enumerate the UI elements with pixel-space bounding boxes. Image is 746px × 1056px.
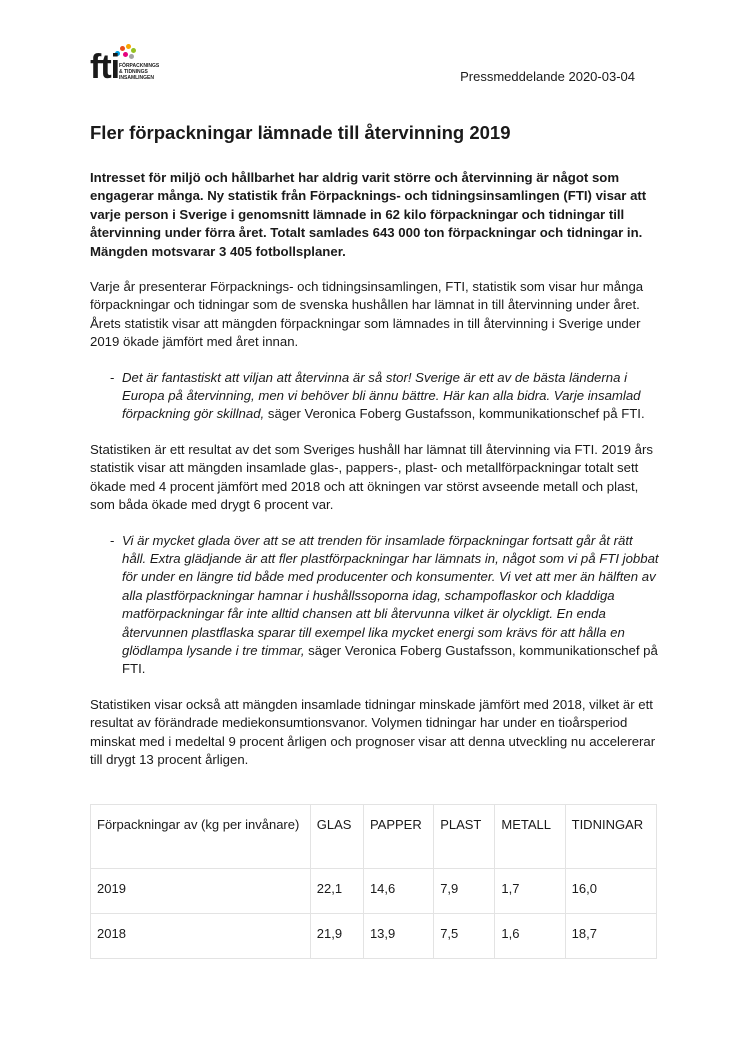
table-cell: 2019 [91,869,311,914]
quote-dash: - [110,369,115,385]
logo-dot [123,52,128,57]
table-cell: 14,6 [363,869,433,914]
table-cell: 21,9 [310,914,363,959]
table-cell: 1,6 [495,914,565,959]
logo-dot [129,54,134,59]
quote-text: Vi är mycket glada över att se att trenden för insamlade förpackningar fortsatt går åt rätt håll. Extra glädjande är att fler plastförpackningar har lämnats in, något som vi på FTI jobbat för under en längre tid både med producenter och konsumenter. Vi vet att mer än hälften av alla plastförpackningar hamnar i hushållssoporna idag, schampoflaskor och kladdiga matförpackningar får inte alltid chansen att bli återvunna vilket är olyckligt. En enda återvunnen plastflaska sparar till exempel lika mycket energi som krävs för att hålla en glödlampa lysande i tre timmar, [122,532,659,658]
table-cell: 1,7 [495,869,565,914]
table-cell: 16,0 [565,869,656,914]
quote-block [90,532,660,679]
table-header-cell: PLAST [434,805,495,869]
logo-dot [120,46,125,51]
article-paragraph: Statistiken visar också att mängden insamlade tidningar minskade jämfört med 2018, vilket är ett resultat av förändrade mediekonsumtionsvanor. Volymen tidningar har under en tioårsperiod minskat med i medeltal 9 procent årligen och prognoser visar att denna utveckling nu accelererar till drygt 13 procent årligen. [90,696,656,767]
article-paragraph: Statistiken är ett resultat av det som Sveriges hushåll har lämnat till återvinning via FTI. 2019 års statistik visar att mängden insamlade glas-, pappers-, plast- och metallförpackningar totalt sett ökade med 4 procent jämfört med 2018 och att ökningen var störst avseende metall och plast, som båda ökade med drygt 6 procent var. [90,441,653,513]
article-lead: Intresset för miljö och hållbarhet har aldrig varit större och återvinning är något som engagerar många. Ny statistik från Förpacknings- och tidningsinsamlingen (FTI) visar att varje person i Sverige i genomsnitt lämnade in 62 kilo förpackningar och tidningar till återvinning under förra året. Totalt samlades 643 000 ton förpackningar och tidningar in. Mängden motsvarar 3 405 fotbollsplaner. [90,170,647,259]
logo-dot [126,44,131,49]
table-header-cell: GLAS [310,805,363,869]
table-cell: 7,5 [434,914,495,959]
table-cell: 2018 [91,914,311,959]
quote-attribution: säger Veronica Foberg Gustafsson, kommunikationschef på FTI. [264,406,645,422]
logo-wordmark: fti [90,48,120,86]
table-header-cell: Förpackningar av (kg per invånare) [91,805,311,869]
article-body [90,169,660,786]
table-header-row [91,805,657,869]
table-header-cell: TIDNINGAR [565,805,656,869]
statistics-table [90,804,657,959]
press-release-date: Pressmeddelande 2020-03-04 [460,69,635,84]
table-row [91,869,657,914]
table-row [91,914,657,959]
quote-dash: - [110,532,115,548]
table-header-cell: METALL [495,805,565,869]
article-title: Fler förpackningar lämnade till återvinning 2019 [90,122,511,143]
quote-block [90,369,660,424]
article-paragraph: Varje år presenterar Förpacknings- och tidningsinsamlingen, FTI, statistik som visar hur många förpackningar och tidningar som de svenska hushållen har lämnat in till återvinning under året. Årets statistik visar att mängden förpackningar som lämnades in till återvinning i Sverige under 2019 ökade jämfört med året innan. [90,279,644,350]
table-header-cell: PAPPER [363,805,433,869]
table-cell: 18,7 [565,914,656,959]
table-cell: 22,1 [310,869,363,914]
logo-dot [131,48,136,53]
table-cell: 13,9 [363,914,433,959]
fti-logo [90,44,200,88]
quote-attribution: säger Veronica Foberg Gustafsson, kommunikationschef på FTI. [122,642,658,677]
quote-text: Det är fantastiskt att viljan att återvinna är så stor! Sverige är ett av de bästa länderna i Europa på återvinning, men vi behöver bli ännu bättre. Här kan alla bidra. Varje insamlad förpackning gör skillnad, [122,369,641,422]
logo-subtitle: FÖRPACKNINGS & TIDNINGS INSAMLINGEN [119,63,160,81]
table-cell: 7,9 [434,869,495,914]
